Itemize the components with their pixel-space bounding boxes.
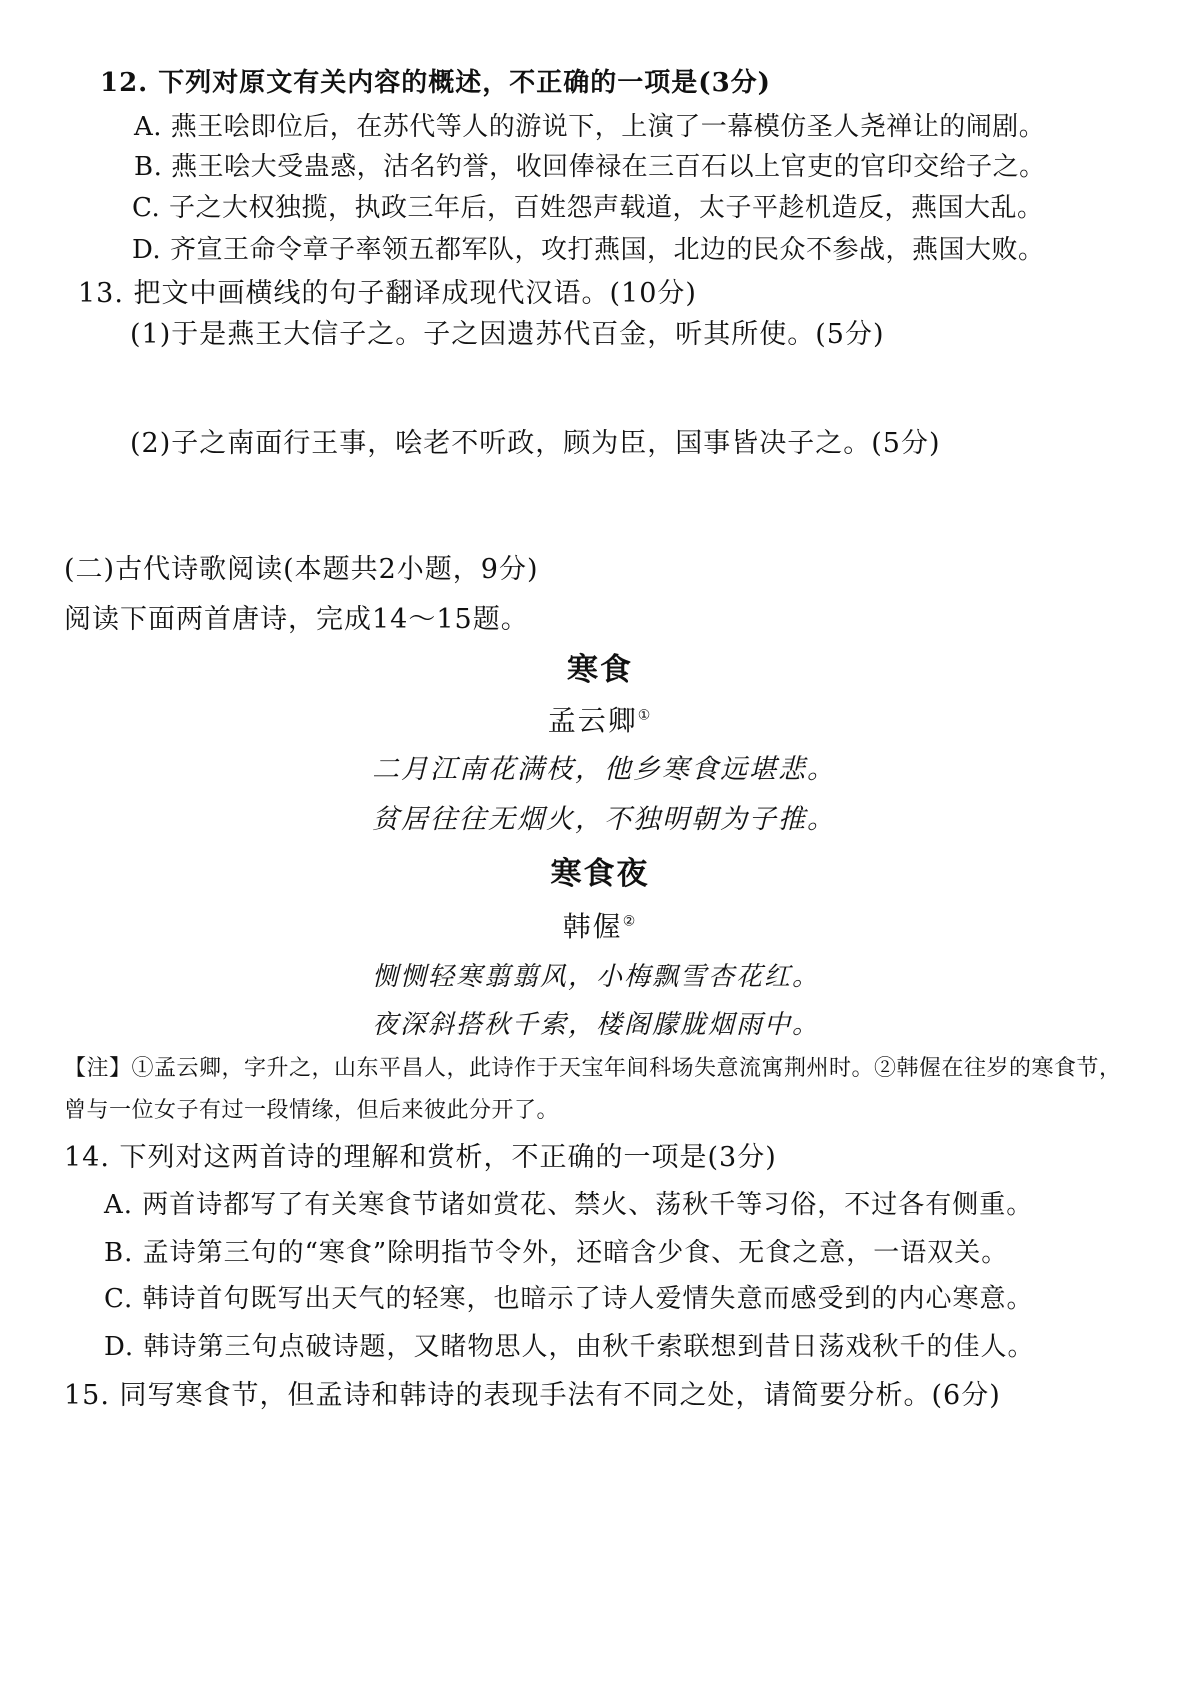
q13-stem: 13. 把文中画横线的句子翻译成现代汉语。(10分) xyxy=(78,278,697,309)
note-line-2: 曾与一位女子有过一段情缘，但后来彼此分开了。 xyxy=(64,1098,560,1123)
q14-option-c: C. 韩诗首句既写出天气的轻寒，也暗示了诗人爱情失意而感受到的内心寒意。 xyxy=(104,1284,1034,1314)
q15-stem: 15. 同写寒食节，但孟诗和韩诗的表现手法有不同之处，请简要分析。(6分) xyxy=(64,1380,1001,1411)
poem2-author-note-mark: ② xyxy=(622,913,638,930)
poem2-title: 寒食夜 xyxy=(550,856,650,892)
q12-option-d: D. 齐宣王命令章子率领五都军队，攻打燕国，北边的民众不参战，燕国大败。 xyxy=(132,235,1045,265)
section-heading: (二)古代诗歌阅读(本题共2小题，9分) xyxy=(64,554,539,585)
poem2-line-2: 夜深斜搭秋千索，楼阁朦胧烟雨中。 xyxy=(372,1010,821,1040)
q14-option-d: D. 韩诗第三句点破诗题，又睹物思人，由秋千索联想到昔日荡戏秋千的佳人。 xyxy=(104,1332,1035,1362)
note-line-1: 【注】①孟云卿，字升之，山东平昌人，此诗作于天宝年间科场失意流寓荆州时。②韩偓在往岁的寒食节， xyxy=(64,1056,1122,1081)
poem1-line-2: 贫居往往无烟火，不独明朝为子推。 xyxy=(372,804,836,835)
q12-option-c: C. 子之大权独揽，执政三年后，百姓怨声载道，太子平趁机造反，燕国大乱。 xyxy=(132,193,1044,223)
q14-option-b: B. 孟诗第三句的“寒食”除明指节令外，还暗含少食、无食之意，一语双关。 xyxy=(104,1238,1009,1268)
q14-stem: 14. 下列对这两首诗的理解和赏析，不正确的一项是(3分) xyxy=(64,1142,777,1173)
poem1-author-line xyxy=(0,704,1200,738)
poem1-author: 孟云卿 xyxy=(547,704,638,737)
poem2-author: 韩偓 xyxy=(562,910,623,943)
poem1-line-1: 二月江南花满枝，他乡寒食远堪悲。 xyxy=(372,754,836,785)
q13-sentence-2: (2)子之南面行王事，哙老不听政，顾为臣，国事皆决子之。(5分) xyxy=(130,428,941,459)
poem1-title: 寒食 xyxy=(567,652,633,688)
poem1-author-note-mark: ① xyxy=(637,707,653,724)
poem2-line-1: 恻恻轻寒翦翦风，小梅飘雪杏花红。 xyxy=(372,962,821,992)
q12-option-b: B. 燕王哙大受蛊惑，沽名钓誉，收回俸禄在三百石以上官吏的官印交给子之。 xyxy=(134,152,1046,182)
q12-option-a: A. 燕王哙即位后，在苏代等人的游说下，上演了一幕模仿圣人尧禅让的闹剧。 xyxy=(134,112,1046,142)
poem2-author-line xyxy=(0,910,1200,944)
q13-sentence-1: (1)于是燕王大信子之。子之因遗苏代百金，听其所使。(5分) xyxy=(130,319,885,350)
q14-option-a: A. 两首诗都写了有关寒食节诸如赏花、禁火、荡秋千等习俗，不过各有侧重。 xyxy=(104,1190,1034,1220)
section-instruction: 阅读下面两首唐诗，完成14～15题。 xyxy=(64,604,529,635)
q12-stem: 12. 下列对原文有关内容的概述，不正确的一项是(3分) xyxy=(100,68,771,98)
